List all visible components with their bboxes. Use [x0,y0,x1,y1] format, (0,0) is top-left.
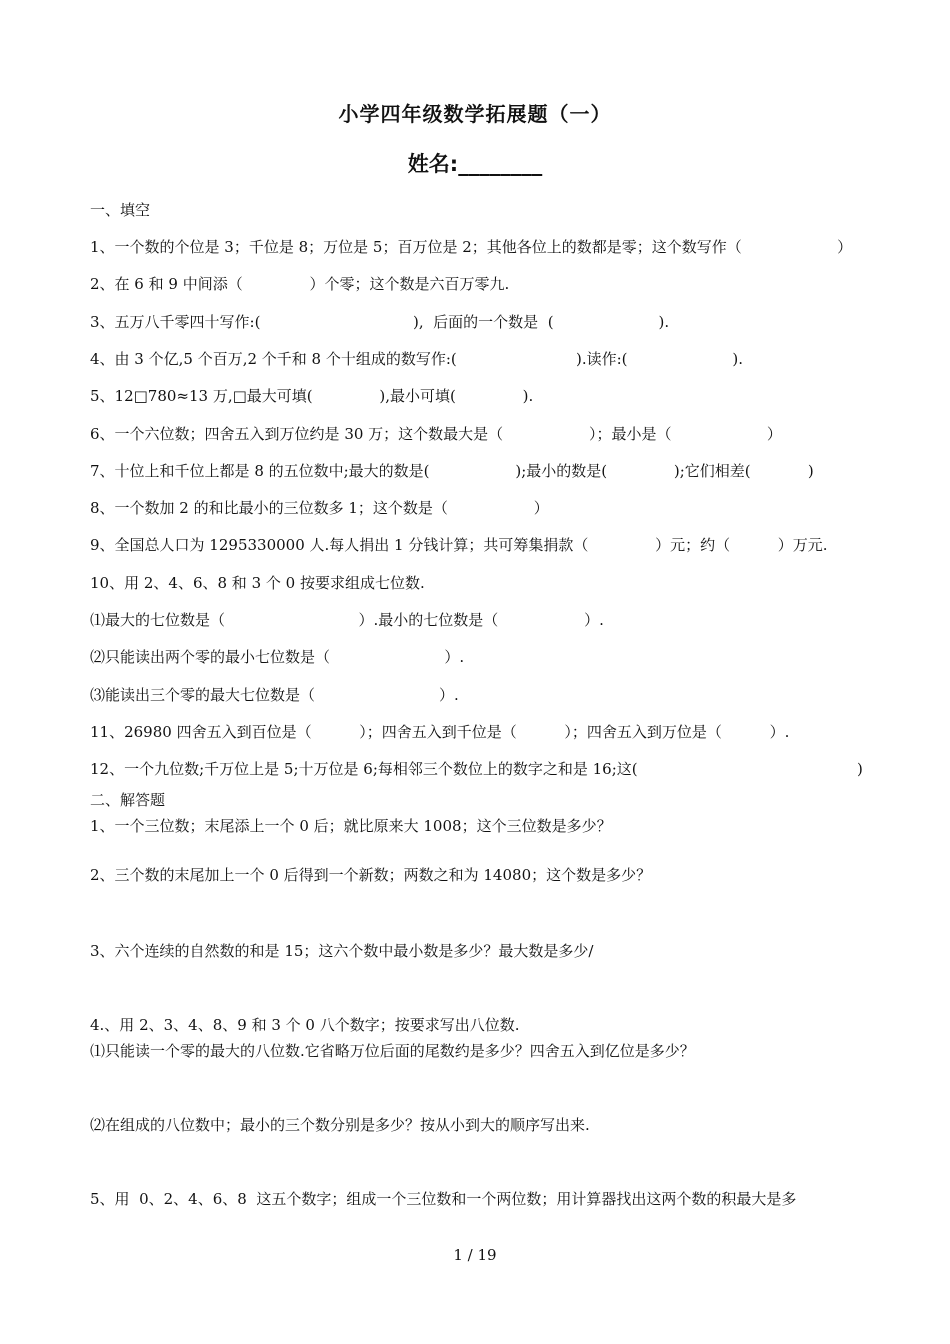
question-4: 4、由 3 个亿,5 个百万,2 个千和 8 个十组成的数写作:( ).读作:( ). [90,350,744,368]
question-12: 12、一个九位数;千万位上是 5;十万位是 6;每相邻三个数位上的数字之和是 16;这( ) [90,760,863,778]
section-heading-answer: 二、解答题 [90,791,166,809]
question-9: 9、全国总人口为 1295330000 人.每人捐出 1 分钱计算；共可筹集捐款（ ）元；约（ ）万元. [90,536,828,554]
question-11: 11、26980 四舍五入到百位是（ ）；四舍五入到千位是（ ）；四舍五入到万位是（ ）. [90,723,790,741]
question-3: 3、五万八千零四十写作:( ), 后面的一个数是 ( ). [90,313,670,331]
question-10: 10、用 2、4、6、8 和 3 个 0 按要求组成七位数. [90,574,425,592]
answer-question-4-part-2: ⑵在组成的八位数中；最小的三个数分别是多少？按从小到大的顺序写出来. [90,1116,590,1134]
answer-question-4: 4.、用 2、3、4、8、9 和 3 个 0 八个数字；按要求写出八位数. [90,1016,520,1034]
question-5: 5、12□780≈13 万,□最大可填( ),最小可填( ). [90,387,534,405]
page-number: 1 / 19 [453,1246,497,1264]
answer-question-4-part-1: ⑴只能读一个零的最大的八位数.它省略万位后面的尾数约是多少？四舍五入到亿位是多少？ [90,1042,695,1060]
document-title: 小学四年级数学拓展题（一） [338,102,612,126]
answer-question-3: 3、六个连续的自然数的和是 15；这六个数中最小数是多少？最大数是多少/ [90,942,594,960]
question-1: 1、一个数的个位是 3；千位是 8；万位是 5；百万位是 2；其他各位上的数都是零；这个数写作（ ） [90,238,853,256]
answer-question-5: 5、用 0、2、4、6、8 这五个数字；组成一个三位数和一个两位数；用计算器找出这两个数的积最大是多 [90,1190,797,1208]
name-field-line: 姓名:________ [407,152,543,176]
question-10-part-3: ⑶能读出三个零的最大七位数是（ ）. [90,686,459,704]
question-6: 6、一个六位数；四舍五入到万位约是 30 万；这个数最大是（ ）；最小是（ ） [90,425,782,443]
question-7: 7、十位上和千位上都是 8 的五位数中;最大的数是( );最小的数是( );它们相差( ) [90,462,814,480]
question-10-part-1: ⑴最大的七位数是（ ）.最小的七位数是（ ）. [90,611,604,629]
answer-question-1: 1、一个三位数；末尾添上一个 0 后；就比原来大 1008；这个三位数是多少？ [90,817,612,835]
question-8: 8、一个数加 2 的和比最小的三位数多 1；这个数是（ ） [90,499,549,517]
answer-question-2: 2、三个数的末尾加上一个 0 后得到一个新数；两数之和为 14080；这个数是多少？ [90,866,652,884]
question-2: 2、在 6 和 9 中间添（ ）个零；这个数是六百万零九. [90,275,510,293]
question-10-part-2: ⑵只能读出两个零的最小七位数是（ ）. [90,648,465,666]
section-heading-fill-blank: 一、填空 [90,201,151,219]
